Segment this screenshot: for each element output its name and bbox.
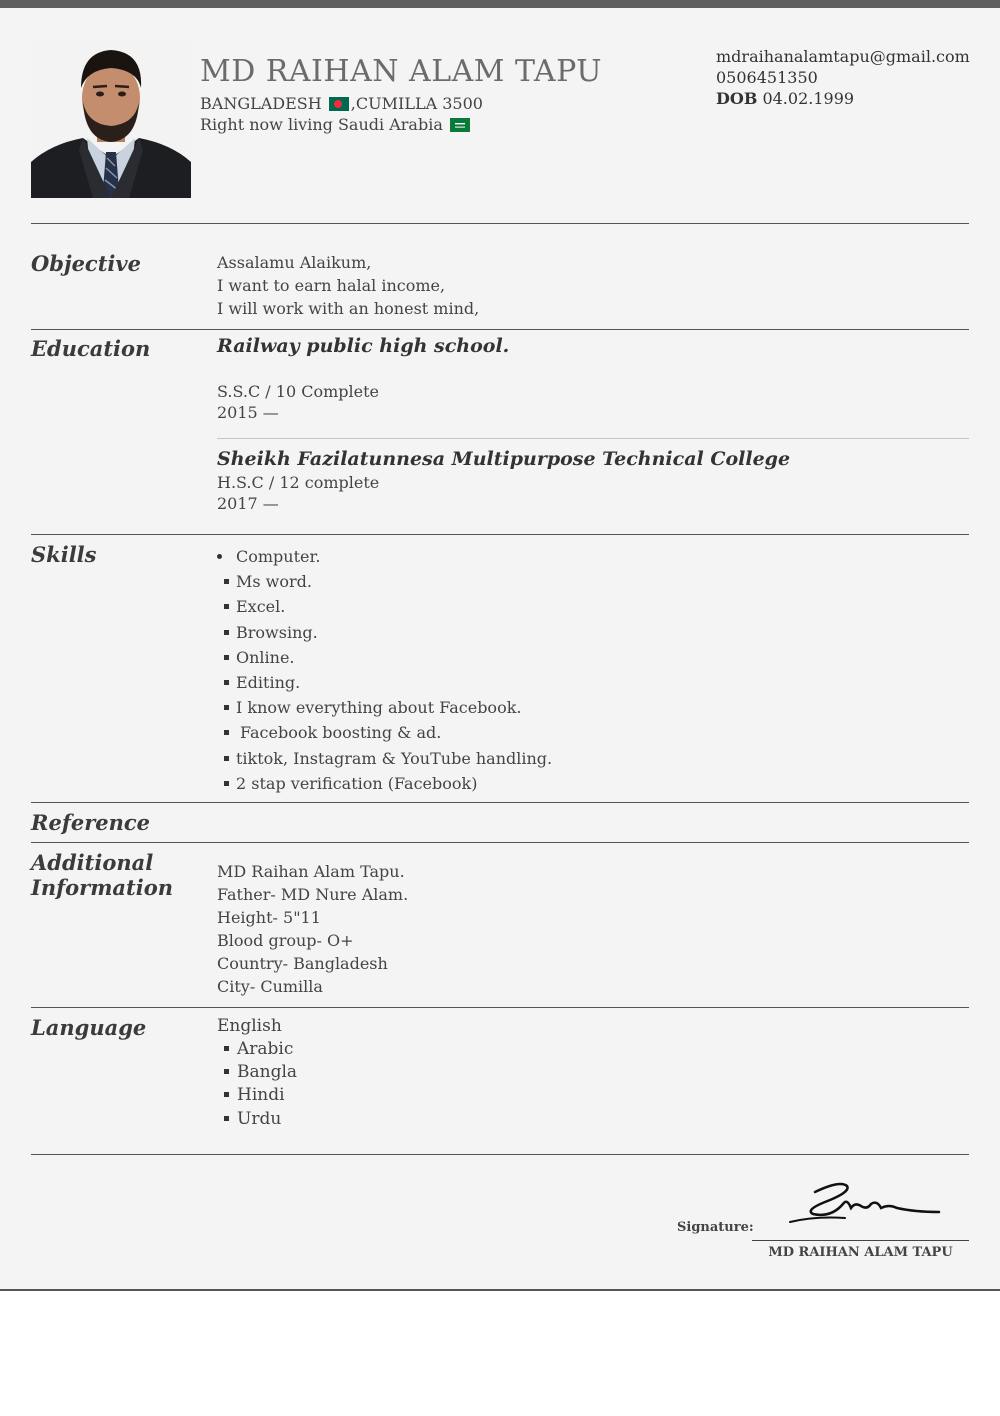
bullet-icon xyxy=(224,756,229,761)
reference-title: Reference xyxy=(31,810,151,835)
skills-title: Skills xyxy=(31,542,97,567)
list-item xyxy=(217,569,552,594)
language-text: Arabic xyxy=(237,1039,294,1059)
skill-text: tiktok, Instagram & YouTube handling. xyxy=(236,748,553,768)
year: 2015 — xyxy=(217,403,279,422)
signature-name: MD RAIHAN ALAM TAPU xyxy=(768,1245,953,1260)
school-name: Sheikh Fazilatunnesa Multipurpose Technical College xyxy=(217,448,791,470)
language-list xyxy=(217,1038,297,1131)
page-bottom-border xyxy=(0,1289,1000,1291)
list-item xyxy=(217,594,552,619)
objective-text xyxy=(217,251,479,320)
list-item xyxy=(217,695,552,720)
list-item xyxy=(217,544,552,569)
profile-photo xyxy=(31,40,191,198)
full-name: MD RAIHAN ALAM TAPU xyxy=(200,54,603,89)
country: BANGLADESH xyxy=(200,94,322,113)
additional-title-line1: Additional xyxy=(31,850,154,875)
education-details xyxy=(217,472,379,514)
skill-text: Excel. xyxy=(236,597,286,617)
dob-value: 04.02.1999 xyxy=(762,89,855,108)
objective-title: Objective xyxy=(31,251,141,276)
bullet-icon xyxy=(224,579,229,584)
location-line xyxy=(200,93,483,114)
list-item xyxy=(217,1108,297,1131)
skill-text: Browsing. xyxy=(236,622,318,642)
skill-text: Ms word. xyxy=(236,572,312,592)
skill-text: 2 stap verification (Facebook) xyxy=(236,773,478,793)
additional-text xyxy=(217,860,408,998)
skill-text: Editing. xyxy=(236,672,301,692)
info-line: MD Raihan Alam Tapu. xyxy=(217,862,405,881)
skills-list xyxy=(217,544,552,796)
skill-text: Facebook boosting & ad. xyxy=(240,723,442,743)
bullet-icon xyxy=(224,655,229,660)
language-title: Language xyxy=(31,1015,147,1040)
bullet-icon xyxy=(224,1046,229,1051)
info-line: Height- 5"11 xyxy=(217,908,321,927)
additional-title-line2: Information xyxy=(31,875,173,900)
email[interactable]: mdraihanalamtapu@gmail.com xyxy=(716,47,970,66)
divider xyxy=(31,842,969,843)
top-bar xyxy=(0,0,1000,8)
signature-line xyxy=(752,1240,969,1241)
bullet-icon xyxy=(217,554,222,559)
bullet-icon xyxy=(224,604,229,609)
list-item xyxy=(217,1038,297,1061)
list-item xyxy=(217,720,552,745)
school-name: Railway public high school. xyxy=(217,335,510,357)
list-item xyxy=(217,645,552,670)
info-line: Blood group- O+ xyxy=(217,931,354,950)
dob-label: DOB xyxy=(716,89,758,108)
divider xyxy=(217,438,969,439)
bangladesh-flag-icon xyxy=(329,97,349,111)
divider xyxy=(31,223,969,224)
language-text: Bangla xyxy=(237,1062,298,1083)
objective-line: Assalamu Alaikum, xyxy=(217,253,372,272)
residence-text: Right now living Saudi Arabia xyxy=(200,115,443,134)
year: 2017 — xyxy=(217,494,279,513)
saudi-arabia-flag-icon xyxy=(450,118,470,132)
signature-icon xyxy=(785,1178,945,1230)
divider xyxy=(31,802,969,803)
additional-title xyxy=(31,850,173,900)
list-item xyxy=(217,746,552,771)
city: ,CUMILLA 3500 xyxy=(350,94,483,113)
bullet-icon xyxy=(224,781,229,786)
dob-line xyxy=(716,88,970,109)
list-item xyxy=(217,1061,297,1084)
language-text: Hindi xyxy=(237,1085,285,1106)
bullet-icon xyxy=(224,630,229,635)
list-item xyxy=(217,1084,297,1107)
education-details xyxy=(217,381,379,423)
bullet-icon xyxy=(224,730,229,735)
bullet-icon xyxy=(224,680,229,685)
residence-line xyxy=(200,114,472,135)
language-text: Urdu xyxy=(237,1108,282,1129)
education-title: Education xyxy=(31,336,151,361)
phone[interactable]: 0506451350 xyxy=(716,68,818,87)
list-item xyxy=(217,771,552,796)
list-item xyxy=(217,620,552,645)
divider xyxy=(31,534,969,535)
degree: H.S.C / 12 complete xyxy=(217,473,380,492)
bullet-icon xyxy=(224,1069,229,1074)
objective-line: I will work with an honest mind, xyxy=(217,299,480,318)
bullet-icon xyxy=(224,705,229,710)
info-line: Country- Bangladesh xyxy=(217,954,388,973)
language-first: English xyxy=(217,1016,282,1036)
skill-text: Computer. xyxy=(236,547,321,566)
contact-block xyxy=(716,46,970,109)
divider xyxy=(31,1007,969,1008)
bullet-icon xyxy=(224,1092,229,1097)
divider xyxy=(31,1154,969,1155)
skill-text: Online. xyxy=(236,647,295,667)
bullet-icon xyxy=(224,1116,229,1121)
divider xyxy=(31,329,969,330)
info-line: City- Cumilla xyxy=(217,977,323,996)
degree: S.S.C / 10 Complete xyxy=(217,382,379,401)
list-item xyxy=(217,670,552,695)
skill-text: I know everything about Facebook. xyxy=(236,698,522,718)
objective-line: I want to earn halal income, xyxy=(217,276,446,295)
signature-label: Signature: xyxy=(677,1220,754,1235)
info-line: Father- MD Nure Alam. xyxy=(217,885,409,904)
